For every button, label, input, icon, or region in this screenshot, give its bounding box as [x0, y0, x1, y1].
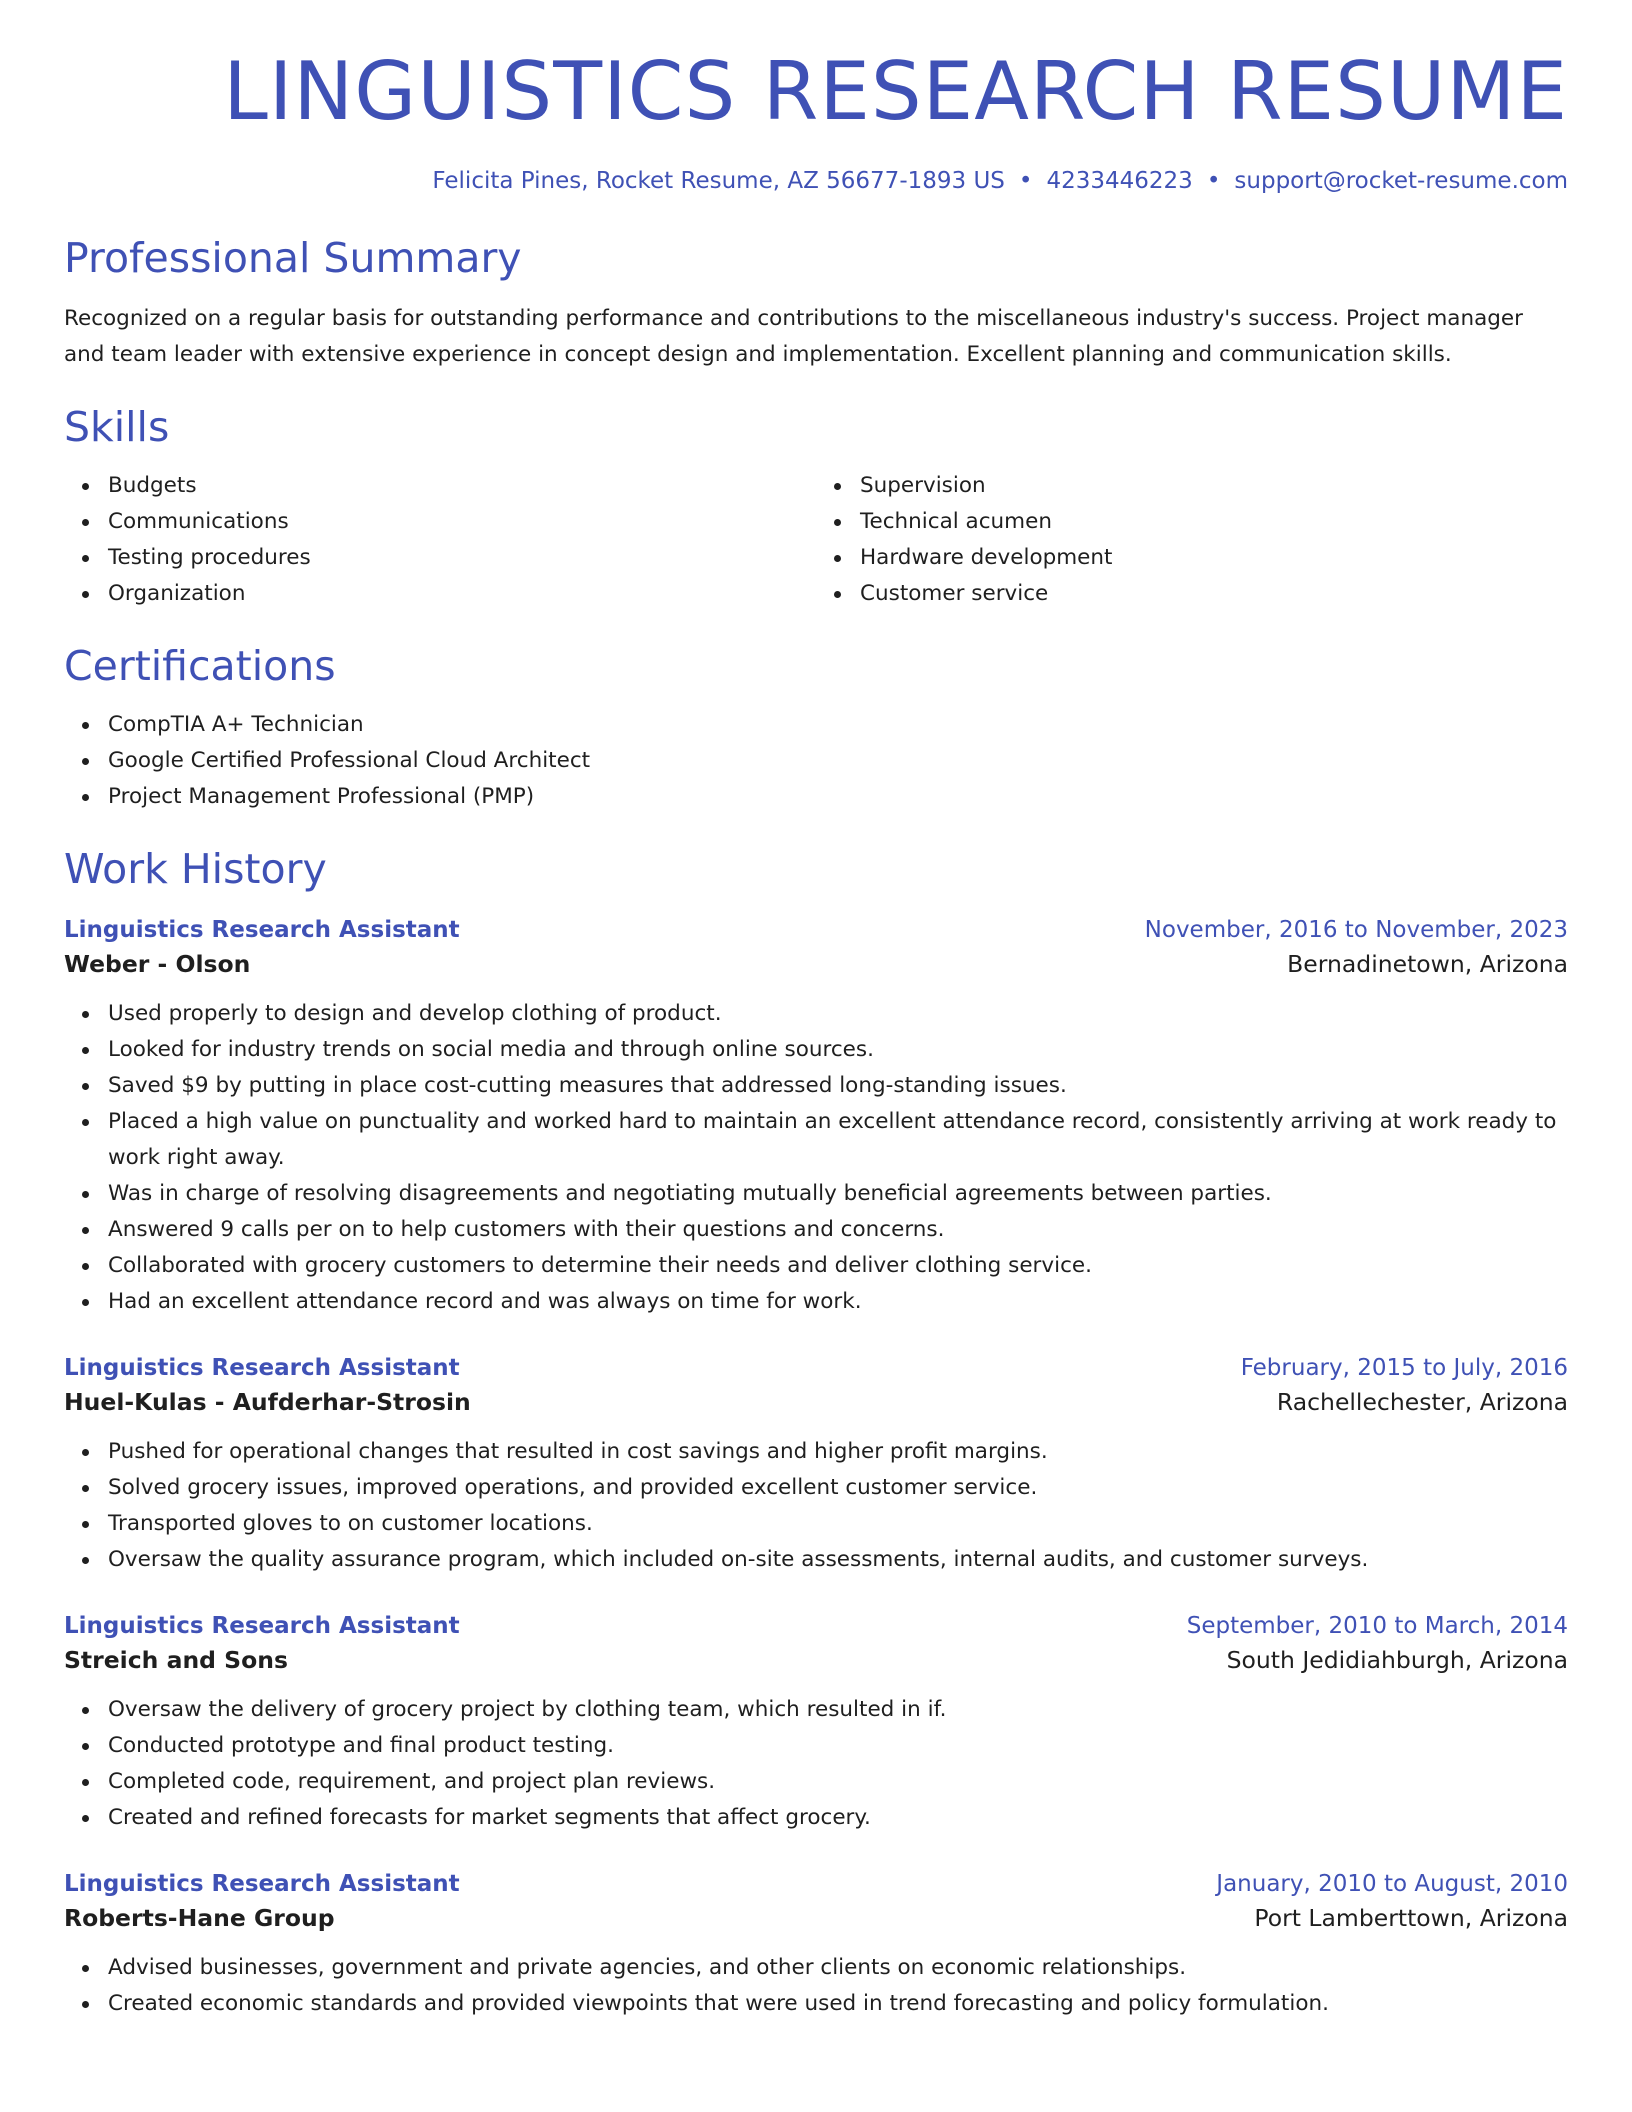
job-bullets	[64, 1434, 1568, 1578]
job-entry	[64, 1868, 1568, 2022]
job-bullet: Used properly to design and develop clothing of product.	[108, 996, 1568, 1032]
skills-column-left	[64, 468, 816, 612]
work-history-section	[64, 845, 1568, 2022]
resume-title: LINGUISTICS RESEARCH RESUME	[223, 45, 1568, 138]
job-bullets	[64, 996, 1568, 1320]
skills-section	[64, 403, 1568, 612]
skill-item: Supervision	[860, 468, 1568, 504]
skill-item: Communications	[108, 504, 816, 540]
job-bullet: Saved $9 by putting in place cost-cutting measures that addressed long-standing issues.	[108, 1068, 1568, 1104]
job-bullets	[64, 1950, 1568, 2022]
summary-heading: Professional Summary	[64, 233, 522, 282]
job-bullet: Advised businesses, government and private agencies, and other clients on economic relationships.	[108, 1950, 1568, 1986]
job-subheader	[64, 1384, 1568, 1420]
job-entry	[64, 914, 1568, 1320]
skill-item: Hardware development	[860, 540, 1568, 576]
job-dates: January, 2010 to August, 2010	[1216, 1871, 1568, 1898]
contact-separator: •	[1206, 168, 1221, 194]
contact-line	[64, 168, 1568, 196]
job-bullet: Created economic standards and provided viewpoints that were used in trend forecasting and policy formulation.	[108, 1986, 1568, 2022]
job-bullet: Completed code, requirement, and project plan reviews.	[108, 1764, 1568, 1800]
job-bullet: Conducted prototype and final product testing.	[108, 1728, 1568, 1764]
job-company: Streich and Sons	[64, 1646, 288, 1675]
summary-text: Recognized on a regular basis for outstanding performance and contributions to the miscellaneous industry's success. Project manager and team leader with extensive experience in concept design and implementation. Excellent planning and communication skills.	[64, 305, 1523, 367]
job-bullets	[64, 1692, 1568, 1836]
summary-section	[64, 234, 1568, 373]
certification-item: Project Management Professional (PMP)	[108, 779, 1568, 815]
contact-phone: 4233446223	[1046, 168, 1193, 194]
job-location: South Jedidiahburgh, Arizona	[1226, 1646, 1568, 1675]
job-location: Rachellechester, Arizona	[1276, 1388, 1568, 1417]
job-header	[64, 1352, 1568, 1384]
skill-item: Testing procedures	[108, 540, 816, 576]
job-header	[64, 914, 1568, 946]
skill-item: Technical acumen	[860, 504, 1568, 540]
job-entry	[64, 1610, 1568, 1836]
job-bullet: Solved grocery issues, improved operations, and provided excellent customer service.	[108, 1470, 1568, 1506]
job-bullet: Placed a high value on punctuality and worked hard to maintain an excellent attendance record, consistently arriving at work ready to work right away.	[108, 1104, 1568, 1176]
job-bullet: Collaborated with grocery customers to determine their needs and deliver clothing service.	[108, 1248, 1568, 1284]
certifications-section	[64, 642, 1568, 815]
job-header	[64, 1868, 1568, 1900]
certification-item: CompTIA A+ Technician	[108, 707, 1568, 743]
contact-address: Felicita Pines, Rocket Resume, AZ 56677-1893 US	[432, 168, 1005, 194]
job-company: Weber - Olson	[64, 950, 251, 979]
certifications-heading: Certifications	[64, 641, 336, 690]
job-entry	[64, 1352, 1568, 1578]
job-bullet: Looked for industry trends on social media and through online sources.	[108, 1032, 1568, 1068]
skills-grid	[64, 468, 1568, 612]
job-location: Port Lamberttown, Arizona	[1254, 1904, 1568, 1933]
job-title: Linguistics Research Assistant	[64, 1871, 460, 1898]
job-dates: November, 2016 to November, 2023	[1144, 917, 1568, 944]
skill-item: Organization	[108, 576, 816, 612]
job-title: Linguistics Research Assistant	[64, 1355, 460, 1382]
job-bullet: Created and refined forecasts for market segments that affect grocery.	[108, 1800, 1568, 1836]
work-history-heading: Work History	[64, 845, 327, 894]
job-header	[64, 1610, 1568, 1642]
job-subheader	[64, 1642, 1568, 1678]
job-bullet: Answered 9 calls per on to help customers with their questions and concerns.	[108, 1212, 1568, 1248]
job-bullet: Was in charge of resolving disagreements and negotiating mutually beneficial agreements between parties.	[108, 1176, 1568, 1212]
contact-email: support@rocket-resume.com	[1234, 168, 1568, 194]
job-bullet: Oversaw the delivery of grocery project by clothing team, which resulted in if.	[108, 1692, 1568, 1728]
job-bullet: Transported gloves to on customer locations.	[108, 1506, 1568, 1542]
job-bullet: Had an excellent attendance record and was always on time for work.	[108, 1284, 1568, 1320]
contact-separator: •	[1018, 168, 1033, 194]
skill-item: Customer service	[860, 576, 1568, 612]
job-bullet: Oversaw the quality assurance program, which included on-site assessments, internal audits, and customer surveys.	[108, 1542, 1568, 1578]
certifications-list	[64, 707, 1568, 815]
job-title: Linguistics Research Assistant	[64, 1613, 460, 1640]
job-subheader	[64, 946, 1568, 982]
job-dates: February, 2015 to July, 2016	[1240, 1355, 1568, 1382]
job-location: Bernadinetown, Arizona	[1287, 950, 1568, 979]
skill-item: Budgets	[108, 468, 816, 504]
job-company: Roberts-Hane Group	[64, 1904, 335, 1933]
job-dates: September, 2010 to March, 2014	[1186, 1613, 1568, 1640]
job-title: Linguistics Research Assistant	[64, 917, 460, 944]
certification-item: Google Certified Professional Cloud Architect	[108, 743, 1568, 779]
skills-heading: Skills	[64, 402, 170, 451]
job-company: Huel-Kulas - Aufderhar-Strosin	[64, 1388, 471, 1417]
job-subheader	[64, 1900, 1568, 1936]
job-bullet: Pushed for operational changes that resulted in cost savings and higher profit margins.	[108, 1434, 1568, 1470]
skills-column-right	[816, 468, 1568, 612]
